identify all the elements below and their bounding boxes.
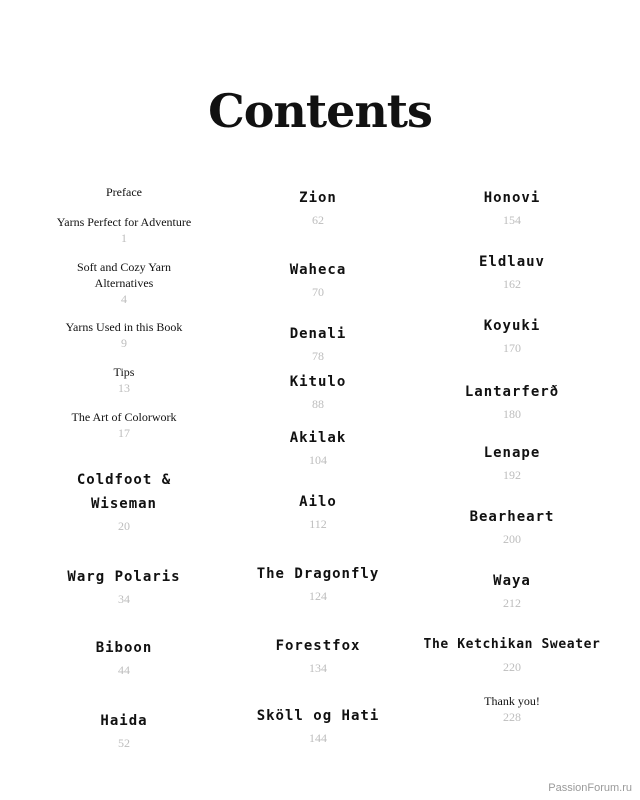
- toc-entry-page: 170: [503, 341, 521, 355]
- toc-entry-label: Biboon: [95, 640, 153, 656]
- toc-entry-label: The Art of Colorwork: [71, 410, 177, 424]
- toc-entry-label: The Ketchikan Sweater: [423, 637, 601, 652]
- toc-entry-colorwork[interactable]: [24, 409, 224, 441]
- toc-entry-label: Forestfox: [275, 638, 361, 654]
- toc-entry-label: Bearheart: [469, 509, 555, 525]
- toc-entry-label: Eldlauv: [478, 254, 545, 270]
- toc-entry-page: 112: [309, 517, 327, 531]
- toc-entry-label: Ailo: [299, 494, 337, 510]
- toc-entry-warg-polaris[interactable]: [24, 565, 224, 607]
- toc-entry-label: Lantarferð: [464, 384, 560, 400]
- toc-entry-yarns-perfect[interactable]: [24, 214, 224, 246]
- toc-entry-lenape[interactable]: [412, 441, 612, 483]
- toc-entry-page: 9: [121, 336, 127, 351]
- toc-entry-page: 228: [503, 710, 521, 725]
- toc-entry-the-dragonfly[interactable]: [218, 562, 418, 604]
- toc-entry-label: Koyuki: [483, 318, 541, 334]
- toc-entry-label: Haida: [100, 713, 148, 729]
- toc-entry-koyuki[interactable]: [412, 314, 612, 356]
- toc-entry-haida[interactable]: [24, 709, 224, 751]
- toc-entry-page: 17: [118, 426, 130, 441]
- toc-entry-page: 200: [503, 532, 521, 546]
- toc-entry-waya[interactable]: [412, 569, 612, 611]
- toc-entry-label: Tips: [113, 365, 135, 379]
- toc-entry-forestfox[interactable]: [218, 634, 418, 676]
- toc-entry-page: 192: [503, 468, 521, 482]
- toc-entry-skoll-og-hati[interactable]: [218, 704, 418, 746]
- toc-entry-eldlauv[interactable]: [412, 250, 612, 292]
- toc-entry-akilak[interactable]: [218, 426, 418, 468]
- toc-entry-label: Zion: [299, 190, 337, 206]
- toc-entry-page: 124: [309, 589, 327, 603]
- toc-entry-label: Lenape: [483, 445, 541, 461]
- toc-entry-label: Akilak: [289, 430, 347, 446]
- toc-entry-page: 78: [312, 349, 324, 363]
- toc-entry-label: Waya: [493, 573, 531, 589]
- toc-entry-page: 88: [312, 397, 324, 411]
- toc-entry-biboon[interactable]: [24, 636, 224, 678]
- toc-entry-label: Sköll og Hati: [256, 708, 380, 724]
- toc-entry-label: Denali: [289, 326, 347, 342]
- toc-entry-bearheart[interactable]: [412, 505, 612, 547]
- toc-entry-honovi[interactable]: [412, 186, 612, 228]
- toc-entry-page: 1: [121, 231, 127, 246]
- toc-entry-ailo[interactable]: [218, 490, 418, 532]
- toc-entry-page: 220: [503, 660, 521, 674]
- toc-entry-label: Yarns Perfect for Adventure: [56, 215, 192, 229]
- toc-entry-label: The Dragonfly: [256, 566, 380, 582]
- toc-entry-page: 104: [309, 453, 327, 467]
- page-title: Contents: [208, 84, 432, 138]
- toc-entry-page: 144: [309, 731, 327, 745]
- toc-entry-yarns-used[interactable]: [24, 319, 224, 351]
- toc-entry-label: Yarns Used in this Book: [65, 320, 183, 334]
- toc-entry-soft-cozy[interactable]: [49, 259, 199, 307]
- toc-entry-label: Coldfoot & Wiseman: [76, 472, 172, 512]
- toc-entry-page: 154: [503, 213, 521, 227]
- toc-entry-page: 212: [503, 596, 521, 610]
- toc-entry-page: 180: [503, 407, 521, 421]
- toc-entry-ketchikan[interactable]: [404, 633, 620, 675]
- toc-entry-label: Warg Polaris: [67, 569, 181, 585]
- toc-entry-page: 162: [503, 277, 521, 291]
- toc-entry-lantarferd[interactable]: [412, 380, 612, 422]
- toc-entry-coldfoot[interactable]: [64, 468, 184, 534]
- toc-entry-label: Honovi: [483, 190, 541, 206]
- toc-entry-label: Soft and Cozy Yarn Alternatives: [76, 260, 171, 291]
- toc-entry-label: Kitulo: [289, 374, 347, 390]
- toc-entry-page: 134: [309, 661, 327, 675]
- toc-entry-page: 34: [118, 592, 130, 606]
- toc-entry-page: 44: [118, 663, 130, 677]
- toc-entry-page: 13: [118, 381, 130, 396]
- toc-entry-thank-you[interactable]: [412, 693, 612, 725]
- toc-entry-page: 62: [312, 213, 324, 227]
- toc-entry-waheca[interactable]: [218, 258, 418, 300]
- toc-entry-kitulo[interactable]: [218, 370, 418, 412]
- watermark: PassionForum.ru: [548, 782, 632, 794]
- toc-entry-page: 52: [118, 736, 130, 750]
- toc-entry-label: Thank you!: [484, 694, 540, 708]
- toc-entry-label: Waheca: [289, 262, 347, 278]
- toc-entry-page: 4: [121, 292, 127, 307]
- toc-entry-page: 70: [312, 285, 324, 299]
- toc-entry-preface[interactable]: [24, 184, 224, 200]
- toc-entry-tips[interactable]: [24, 364, 224, 396]
- toc-entry-page: 20: [118, 519, 130, 533]
- toc-entry-denali[interactable]: [218, 322, 418, 364]
- toc-entry-label: Preface: [106, 185, 142, 199]
- toc-entry-zion[interactable]: [218, 186, 418, 228]
